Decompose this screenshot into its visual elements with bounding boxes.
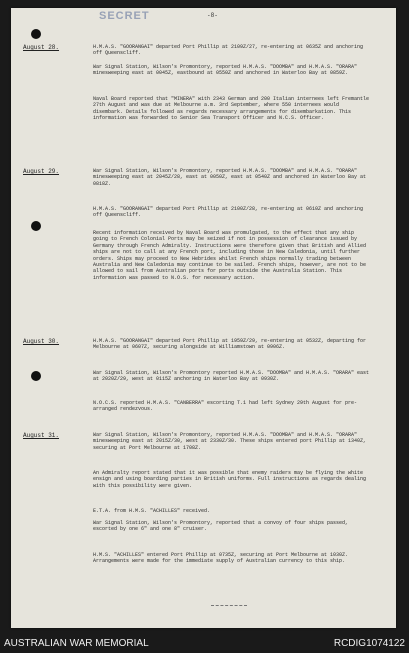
- entry-paragraph: H.M.A.S. "GOORANGAI" departed Port Phillip at 2109Z/27, re-entering at 0635Z and anchoring off Queenscliff.: [93, 44, 364, 57]
- entry-paragraph: H.M.A.S. "GOORANGAI" departed Port Phillip at 2100Z/28, re-entering at 0610Z and anchoring off Queenscliff.: [93, 206, 364, 219]
- punch-hole: [31, 221, 41, 231]
- archive-name: AUSTRALIAN WAR MEMORIAL: [4, 638, 149, 649]
- entry-date: August 30.: [23, 338, 60, 345]
- entry-paragraph: Recent information received by Naval Board was promulgated, to the effect that any ship going to French Colonial Ports may be seized if not in possession of clearance issued by Germany through French Admiralty. Instructions were therefore given that British and Allied ships are not to call at any French port, including those in New Caledonia, until further orders. Ships may proceed to New Hebrides whilst French ships normally trading between Australia and New Caledonia may continue to be sailed. French ships, however, are not to be allowed to sail from Australian ports for ports outside the Australia Station. This information was passed to N.O.S. for necessary action.: [93, 230, 367, 281]
- archive-footer: [0, 634, 409, 653]
- entry-date: August 28.: [23, 44, 60, 51]
- archive-record-id: RCDIG1074122: [333, 638, 405, 649]
- entry-paragraph: E.T.A. from H.M.S. "ACHILLES" received.: [93, 508, 211, 514]
- punch-hole: [31, 29, 41, 39]
- entry-paragraph: War Signal Station, Wilson's Promontory reported H.M.A.S. "DOOMBA" and H.M.A.S. "ORARA" east at 2020Z/29, west at 0115Z anchoring in Waterloo Bay at 0930Z.: [93, 370, 370, 383]
- entry-paragraph: H.M.S. "ACHILLES" entered Port Phillip at 0735Z, securing at Port Melbourne at 1030Z. Arrangements were made for the immediate supply of Australian currency to this ship.: [93, 552, 349, 565]
- entry-paragraph: An Admiralty report stated that it was possible that enemy raiders may be flying the white ensign and using boarding parties in British uniforms. Full instructions as regards dealing with this possibility were given.: [93, 470, 367, 489]
- secret-stamp: SECRET: [99, 10, 150, 22]
- punch-hole: [31, 371, 41, 381]
- end-divider: [211, 605, 247, 606]
- entry-paragraph: Naval Board reported that "MINERA" with 2343 German and 200 Italian internees left Fremantle 27th August and was due at Melbourne a.m. 3rd September, where 550 internees would disembark. Details followed as regards necessary arrangements for disembarkation. This information was forwarded to Senior Sea Transport Officer and N.C.S. Officer.: [93, 96, 370, 122]
- entry-paragraph: War Signal Station, Wilson's Promontory, reported H.M.A.S. "DOOMBA" and H.M.A.S. "ORARA" minesweeping east at 0045Z, eastbound at 0550Z and anchored in Waterloo Bay at 0859Z.: [93, 64, 358, 77]
- entry-date: August 29.: [23, 168, 60, 175]
- page-number: -8-: [207, 12, 218, 19]
- entry-date: August 31.: [23, 432, 60, 439]
- entry-paragraph: N.O.C.S. reported H.M.A.S. "CANBERRA" escorting T.1 had left Sydney 29th August for pre-arranged rendezvous.: [93, 400, 358, 413]
- entry-paragraph: H.M.A.S. "GOORANGAI" departed Port Phillip at 1959Z/29, re-entering at 0532Z, departing for Melbourne at 0607Z, securing alongside at Williamstown at 0906Z.: [93, 338, 367, 351]
- entry-paragraph: War Signal Station, Wilson's Promontory, reported H.M.A.S. "DOOMBA" and H.M.A.S. "ORARA" minesweeping east at 2015Z/30, west at 2330Z/30. These ships entered port Phillip at 1340Z, securing at Port Melbourne at 1708Z.: [93, 432, 367, 451]
- entry-paragraph: War Signal Station, Wilson's Promontory, reported that a convoy of four ships passed, escorted by one 6" and one 8" cruiser.: [93, 520, 349, 533]
- entry-paragraph: War Signal Station, Wilson's Promontory, reported H.M.A.S. "DOOMBA" and H.M.A.S. "ORARA" minesweeping east at 2045Z/28, east at 0050Z, east at 0540Z and anchored in Waterloo Bay at 0818Z.: [93, 168, 367, 187]
- document-page: [11, 8, 396, 628]
